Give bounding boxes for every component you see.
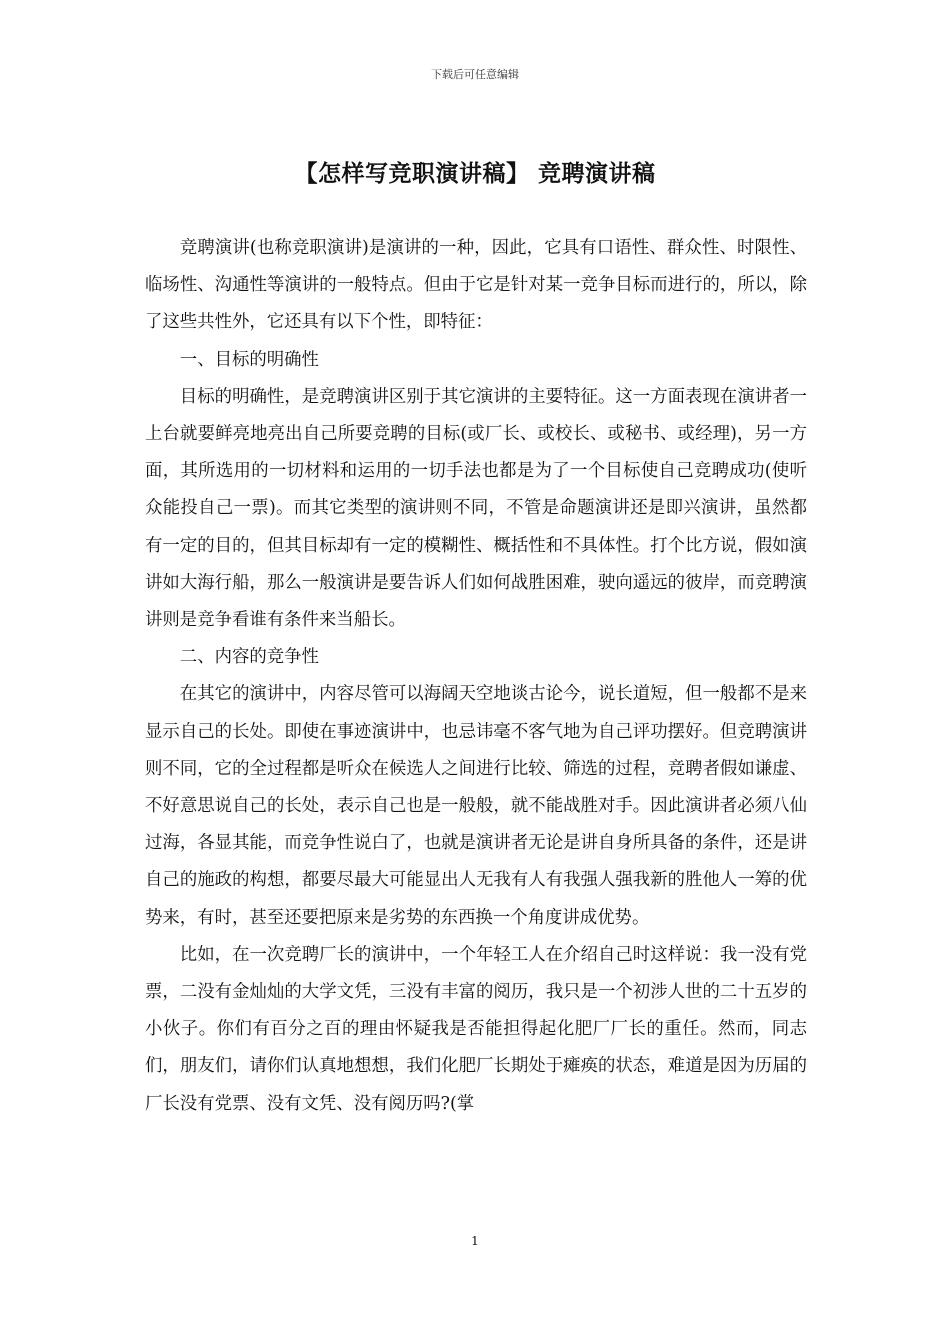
section-heading-1: 一、目标的明确性 (179, 349, 319, 370)
document-body (145, 230, 807, 1123)
paragraph-intro: 竞聘演讲(也称竞职演讲)是演讲的一种，因此，它具有口语性、群众性、时限性、临场性、沟通性等演讲的一般特点。但由于它是针对某一竞争目标而进行的，所以，除了这些共性外，它还具有以下个性，即特征： (145, 238, 807, 333)
document-title: 【怎样写竞职演讲稿】 竞聘演讲稿 (294, 161, 656, 187)
paragraph-section-1: 目标的明确性，是竞聘演讲区别于其它演讲的主要特征。这一方面表现在演讲者一上台就要鲜亮地亮出自己所要竞聘的目标(或厂长、或校长、或秘书、或经理)，另一方面，其所选用的一切材料和运用的一切手法也都是为了一个目标使自己竞聘成功(使听众能投自己一票)。而其它类型的演讲则不同，不管是命题演讲还是即兴演讲，虽然都有一定的目的，但其目标却有一定的模糊性、概括性和不具体性。打个比方说，假如演讲如大海行船，那么一般演讲是要告诉人们如何战胜困难，驶向遥远的彼岸，而竞聘演讲则是竞争看谁有条件来当船长。 (145, 386, 807, 631)
page-header: 下载后可任意编辑 (431, 68, 519, 81)
paragraph-section-2: 在其它的演讲中，内容尽管可以海阔天空地谈古论今，说长道短，但一般都不是来显示自己的长处。即使在事迹演讲中，也忌讳毫不客气地为自己评功摆好。但竞聘演讲则不同，它的全过程都是听众在候选人之间进行比较、筛选的过程，竞聘者假如谦虚、不好意思说自己的长处，表示自己也是一般般，就不能战胜对手。因此演讲者必须八仙过海，各显其能，而竞争性说白了，也就是演讲者无论是讲自身所具备的条件，还是讲自己的施政的构想，都要尽最大可能显出人无我有人有我强人强我新的胜他人一筹的优势来，有时，甚至还要把原来是劣势的东西换一个角度讲成优势。 (145, 684, 807, 928)
page-number: 1 (471, 1234, 479, 1248)
paragraph-example: 比如，在一次竞聘厂长的演讲中，一个年轻工人在介绍自己时这样说：我一没有党票，二没有金灿灿的大学文凭，三没有丰富的阅历，我只是一个初涉人世的二十五岁的小伙子。你们有百分之百的理由怀疑我是否能担得起化肥厂厂长的重任。然而，同志们，朋友们，请你们认真地想想，我们化肥厂长期处于瘫痪的状态，难道是因为历届的厂长没有党票、没有文凭、没有阅历吗?(掌 (145, 944, 807, 1114)
section-heading-2: 二、内容的竞争性 (179, 647, 319, 668)
